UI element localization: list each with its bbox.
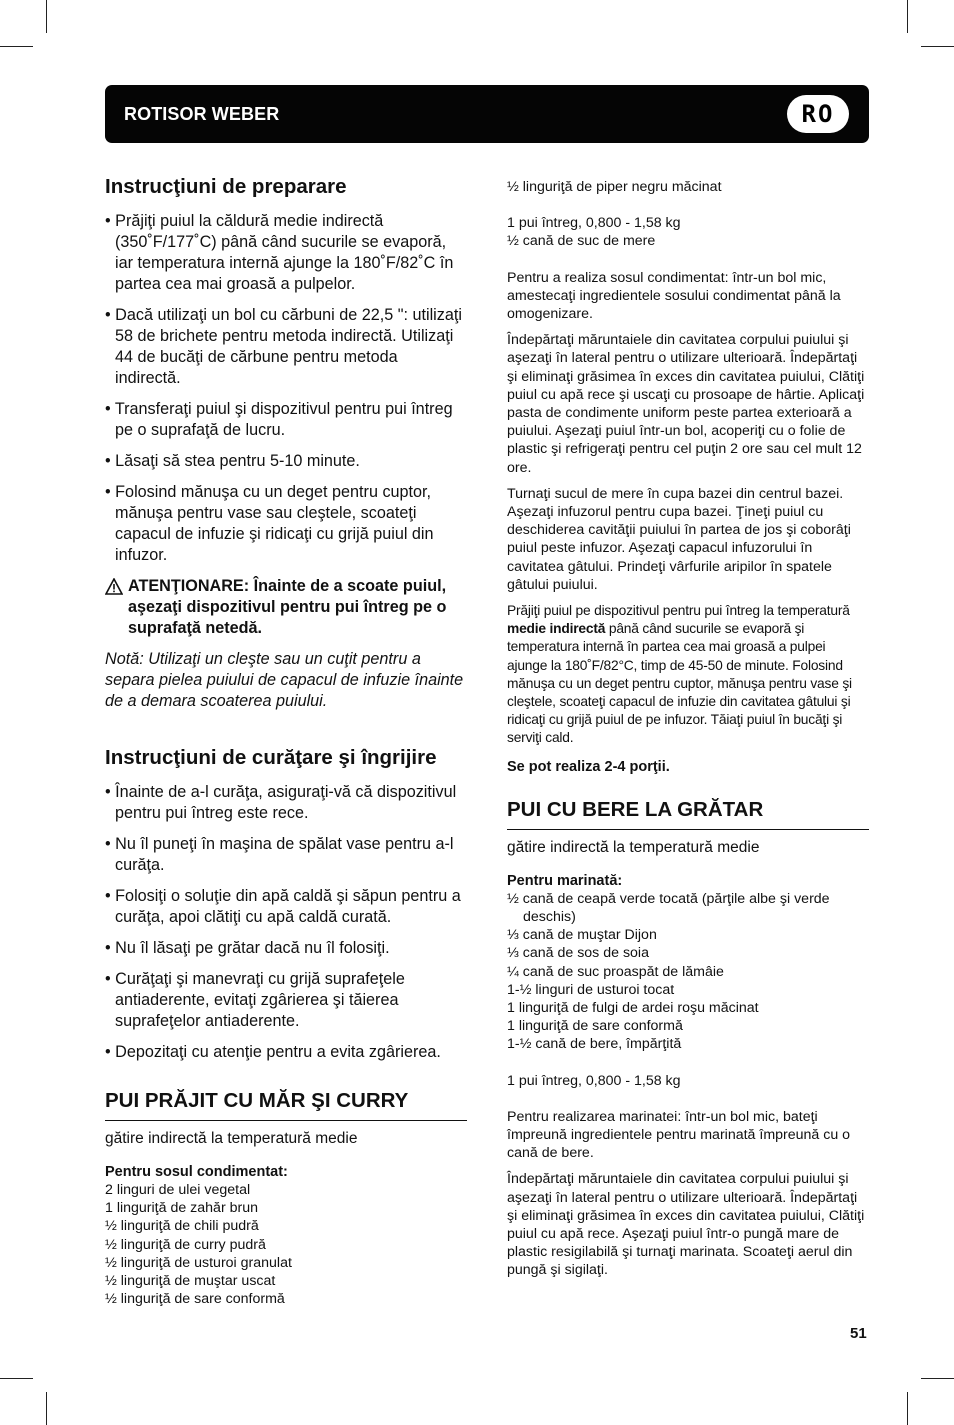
crop-mark [907, 1392, 908, 1425]
list-item: • Prăjiţi puiul la căldură medie indirectă (350˚F/177˚C) până când sucurile se evaporă, iar temperatura internă ajunge la 180˚F/82˚C în partea cea mai groasă a pulpelor. [105, 211, 467, 295]
recipe-subtitle: gătire indirectă la temperatură medie [507, 838, 760, 856]
warning-block [105, 576, 467, 639]
paragraph: Pentru realizarea marinatei: într-un bol mic, bateţi împreună ingredientele pentru marinată împreună cu o cană de bere. [507, 1108, 851, 1162]
right-column [507, 178, 869, 1280]
recipe-subtitle: gătire indirectă la temperatură medie [105, 1130, 358, 1147]
list-item: • Dacă utilizaţi un bol cu cărbuni de 22,5 ": utilizaţi 58 de brichete pentru metoda indirectă. Utilizaţi 44 de bucăţi de cărbune pentru metoda indirectă. [105, 305, 467, 389]
ingredient-item: 1 linguriţă de fulgi de ardei roşu măcinat [507, 999, 759, 1016]
ingredient-item: ½ linguriţă de sare conformă [105, 1291, 285, 1308]
ingredients-list [105, 1181, 467, 1308]
ingredient-item: 1-½ cană de bere, împărţită [507, 1036, 682, 1053]
recipe-title-apple-curry: PUI PRĂJIT CU MĂR ŞI CURRY [105, 1089, 467, 1121]
crop-mark [921, 46, 954, 47]
ingredient-item: ½ cană de suc de mere [507, 233, 656, 250]
list-item: • Depozitaţi cu atenţie pentru a evita zgârierea. [105, 1042, 467, 1063]
page-number: 51 [850, 1325, 867, 1342]
servings: Se pot realiza 2-4 porţii. [507, 758, 670, 775]
left-column [105, 175, 467, 1308]
list-item: • Folosind mănuşa cu un deget pentru cuptor, mănuşa pentru vase sau cleştele, scoateţi capacul de infuzie şi ridicaţi cu grijă puiul din infuzor. [105, 482, 467, 566]
ingredient-item: ½ linguriţă de curry pudră [105, 1236, 266, 1253]
language-badge: RO [787, 95, 849, 133]
crop-mark [921, 1378, 954, 1379]
ingredients-label: Pentru sosul condimentat: [105, 1164, 288, 1180]
preparation-list [105, 211, 467, 566]
header-title: ROTISOR WEBER [124, 104, 280, 124]
list-item: • Curăţaţi şi manevraţi cu grijă suprafeţele antiaderente, evitaţi zgârierea şi tăierea suprafeţelor antiaderente. [105, 969, 467, 1032]
paragraph: Îndepărtaţi măruntaiele din cavitatea corpului puiului şi aşezaţi în lateral pentru o utilizare ulterioară. Îndepărtaţi şi eliminaţi grăsimea în exces din cavitatea puiului, Clătiţi puiul cu apă rece şi uscaţi cu prosoape de hârtie. Aplicaţi pasta de condimente uniform peste partea exterioară a puiului. Aşezaţi puiul într-un bol, acoperiţi cu o folie de plastic şi refrigeraţi pentru cel puţin 2 ore sau cel mult 12 ore. [507, 332, 865, 476]
ingredient-item: 1-½ linguri de usturoi tocat [507, 981, 675, 998]
warning-icon [105, 578, 123, 595]
warning-text: ATENŢIONARE: Înainte de a scoate puiul, aşezaţi dispozitivul pentru pui întreg pe o suprafaţă netedă. [128, 577, 447, 637]
paragraph-text: Prăjiţi puiul pe dispozitivul pentru pui întreg la temperatură [507, 603, 850, 619]
list-item: • Nu îl lăsaţi pe grătar dacă nu îl folosiţi. [105, 938, 467, 959]
ingredient-item: 1 linguriţă de zahăr brun [105, 1200, 259, 1217]
list-item: • Înainte de a-l curăţa, asiguraţi-vă că dispozitivul pentru pui întreg este rece. [105, 782, 467, 824]
paragraph: Îndepărtaţi măruntaiele din cavitatea corpului puiului şi aşezaţi în lateral pentru o utilizare ulterioară. Îndepărtaţi şi eliminaţi grăsimea în exces din cavitatea puiului, Clătiţi puiul cu apă rece. Aşezaţi puiul într-o pungă mare de plastic resigilabilă şi turnaţi marinata. Scoateţi aerul din pungă şi sigilaţi. [507, 1171, 865, 1279]
crop-mark [46, 1392, 47, 1425]
ingredient-item: 1 pui întreg, 0,800 - 1,58 kg [507, 215, 681, 232]
paragraph-bold: medie indirectă [507, 621, 606, 637]
ingredient-item: ⅓ cană de sos de soia [507, 945, 649, 962]
crop-mark [907, 0, 908, 33]
ingredient-item: ½ cană de ceapă verde tocată (părţile albe şi verde deschis) [507, 890, 830, 925]
list-item: • Lăsaţi să stea pentru 5-10 minute. [105, 451, 467, 472]
recipe-title-beer-chicken: PUI CU BERE LA GRĂTAR [507, 798, 869, 830]
ingredient-item: ½ linguriţă de piper negru măcinat [507, 179, 722, 195]
list-item: • Nu îl puneţi în maşina de spălat vase pentru a-l curăţa. [105, 834, 467, 876]
page-header [105, 85, 869, 143]
ingredients-list [507, 890, 869, 1054]
paragraph-text: până când sucurile se evaporă şi temperatura internă în partea cea mai groasă a pulpei ajunge la 180˚F/82°C, timp de 45-50 de minute. Folosind mănuşa cu un deget pentru cuptor, mănuşa pentru vase şi cleştele, scoateţi capacul de infuzie din cavitatea gâtului şi ridicaţi cu grijă puiul de pe infuzor. Tăiaţi puiul în bucăţi şi serviţi cald. [507, 621, 852, 746]
cleaning-list [105, 782, 467, 1063]
section-title-preparation: Instrucţiuni de preparare [105, 175, 347, 198]
paragraph: Turnaţi sucul de mere în cupa bazei din centrul bazei. Aşezaţi infuzorul pentru cupa bazei. Ţineţi puiul cu deschiderea cavităţii puiului în partea de jos şi coborâţi puiul peste infuzor. Aşezaţi capacul infuzorului în cavitatea gâtului. Prindeţi vârfurile aripilor în spatele gâtului puiului. [507, 485, 851, 593]
list-item: • Folosiţi o soluţie din apă caldă şi săpun pentru a curăţa, apoi clătiţi cu apă caldă curată. [105, 886, 467, 928]
ingredient-item: 1 pui întreg, 0,800 - 1,58 kg [507, 1072, 681, 1089]
ingredient-item: ½ linguriţă de muştar uscat [105, 1273, 276, 1290]
paragraph: Pentru a realiza sosul condimentat: într-un bol mic, amestecaţi ingredientele sosului condimentat până la omogenizare. [507, 269, 841, 323]
ingredient-item: ½ linguriţă de usturoi granulat [105, 1254, 292, 1271]
crop-mark [0, 46, 33, 47]
ingredient-item: 2 linguri de ulei vegetal [105, 1182, 251, 1198]
section-title-cleaning: Instrucţiuni de curăţare şi îngrijire [105, 746, 437, 769]
note-text: Notă: Utilizaţi un cleşte sau un cuţit pentru a separa pielea puiului de capacul de infuzie înainte de a demara scoaterea puiului. [105, 650, 464, 710]
paragraph [507, 602, 869, 748]
ingredient-item: ⅓ cană de muştar Dijon [507, 927, 657, 944]
ingredient-item: 1 linguriţă de sare conformă [507, 1018, 683, 1035]
ingredient-item: ¼ cană de suc proaspăt de lămâie [507, 963, 724, 980]
crop-mark [0, 1378, 33, 1379]
crop-mark [46, 0, 47, 33]
ingredient-item: ½ linguriţă de chili pudră [105, 1218, 259, 1235]
ingredients-label: Pentru marinată: [507, 872, 623, 889]
list-item: • Transferaţi puiul şi dispozitivul pentru pui întreg pe o suprafaţă de lucru. [105, 399, 467, 441]
